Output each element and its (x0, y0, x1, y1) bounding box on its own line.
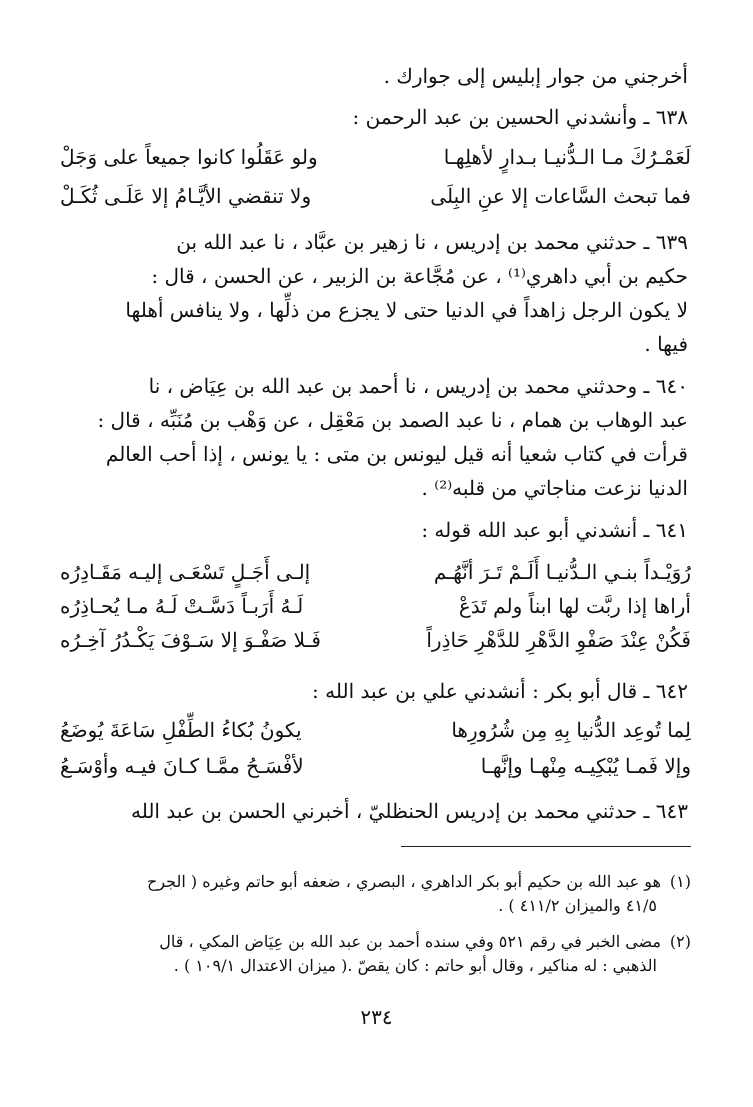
verse-first-hemistich: لَعَمْـرُكَ مـا الـدُّنيـا بـدارٍ لأهلِهـا (443, 145, 691, 169)
footnote-text: مضى الخبر في رقم ٥٢١ وفي سنده أحمد بن عبد الله بن عِيَاض المكي ، قال (159, 932, 661, 951)
verse-row (60, 752, 691, 780)
text-line: لا يكون الرجل زاهداً في الدنيا حتى لا يجزع من ذلِّها ، ولا ينافس أهلها (125, 298, 688, 322)
verse-row (60, 143, 691, 171)
verse-row (60, 716, 691, 744)
text-line: عبد الوهاب بن همام ، نا عبد الصمد بن مَعْقِل ، عن وَهْب بن مُنَبِّه ، قال : (97, 408, 688, 432)
text-line: ٦٣٨ ـ وأنشدني الحسين بن عبد الرحمن : (352, 105, 688, 129)
page-number: ٢٣٤ (360, 1005, 393, 1029)
footnote-text: هو عبد الله بن حكيم أبو بكر الداهري ، البصري ، ضعفه أبو حاتم وغيره ( الجرح (146, 872, 661, 891)
text-line: ٦٤٢ ـ قال أبو بكر : أنشدني علي بن عبد الله : (312, 679, 688, 703)
footnote-1 (60, 870, 691, 918)
verse-first-hemistich: رُوَيْـداً بنـي الـدُّنيـا أَلَـمْ تَـرَ أنَّهُـم (433, 560, 691, 584)
text-line: ٦٤١ ـ أنشدني أبو عبد الله قوله : (421, 518, 688, 542)
footnote-divider (401, 846, 691, 847)
text-line: أخرجني من جوار إبليس إلى جوارك . (383, 64, 688, 88)
footnote-number: (١) (669, 872, 691, 891)
verse-first-hemistich: فما تبحث السَّاعات إلا عنِ البِلَى (430, 184, 691, 208)
verse-first-hemistich: أراها إذا ربَّت لها ابناً ولم تَدَعْ (458, 594, 691, 618)
footnote-number: (٢) (669, 932, 691, 951)
text-line: الدنيا نزعت مناجاتي من قلبه⁽²⁾ . (421, 476, 688, 500)
poem-641 (60, 558, 691, 654)
verse-row (60, 182, 691, 210)
poem-642 (60, 716, 691, 780)
verse-second-hemistich: ولو عَقَلُوا كانوا جميعاً على وَجَلْ (60, 145, 318, 169)
footnote-text: ٤١/٥ والميزان ٤١١/٢ ) . (498, 896, 657, 915)
verse-second-hemistich: يكونُ بُكاءُ الطِّفْلِ سَاعَةَ يُوضَعُ (60, 718, 302, 742)
verse-second-hemistich: لأفْسَـحُ ممَّـا كـانَ فيـه وأوْسَـعُ (60, 754, 304, 778)
footnote-text: الذهبي : له مناكير ، وقال أبو حاتم : كان يقصّ .( ميزان الاعتدال ١٠٩/١ ) . (173, 956, 657, 975)
verse-first-hemistich: فَكُنْ عِنْدَ صَفْوِ الدَّهْرِ للدَّهْرِ حَاذِراً (426, 628, 691, 652)
footnote-2 (60, 930, 691, 978)
verse-second-hemistich: فَـلا صَفْـوَ إلا سَـوْفَ يَكْـدُرُ آخِـرُه (60, 628, 321, 652)
poem-638 (60, 143, 691, 210)
text-line: حكيم بن أبي داهري⁽¹⁾ ، عن مُجَّاعة بن الزبير ، عن الحسن ، قال : (151, 264, 688, 288)
verse-second-hemistich: لَـهُ أَرَبـاً دَسَّـتْ لَـهُ مـا يُحـاذِرُه (60, 594, 304, 618)
verse-first-hemistich: وإلا فَمـا يُبْكِيـه مِنْهـا وإنَّهـا (480, 754, 691, 778)
verse-first-hemistich: لِما تُوعِد الدُّنيا بِهِ مِن شُرُورِها (451, 718, 691, 742)
verse-row (60, 558, 691, 586)
text-line: ٦٤٠ ـ وحدثني محمد بن إدريس ، نا أحمد بن عبد الله بن عِيَاض ، نا (148, 374, 688, 398)
text-line: فيها . (644, 332, 688, 356)
verse-second-hemistich: إلـى أَجَـلٍ تَسْعَـى إليـه مَقَـادِرُه (60, 560, 311, 584)
verse-row (60, 592, 691, 620)
text-line: ٦٤٣ ـ حدثني محمد بن إدريس الحنظليّ ، أخبرني الحسن بن عبد الله (130, 799, 688, 823)
verse-row (60, 626, 691, 654)
text-line: ٦٣٩ ـ حدثني محمد بن إدريس ، نا زهير بن عبَّاد ، نا عبد الله بن (176, 230, 688, 254)
text-line: قرأت في كتاب شعيا أنه قيل ليونس بن متى : يا يونس ، إذا أحب العالم (105, 442, 688, 466)
verse-second-hemistich: ولا تنقضي الأيَّـامُ إلا عَلَـى ثُكَـلْ (60, 184, 312, 208)
